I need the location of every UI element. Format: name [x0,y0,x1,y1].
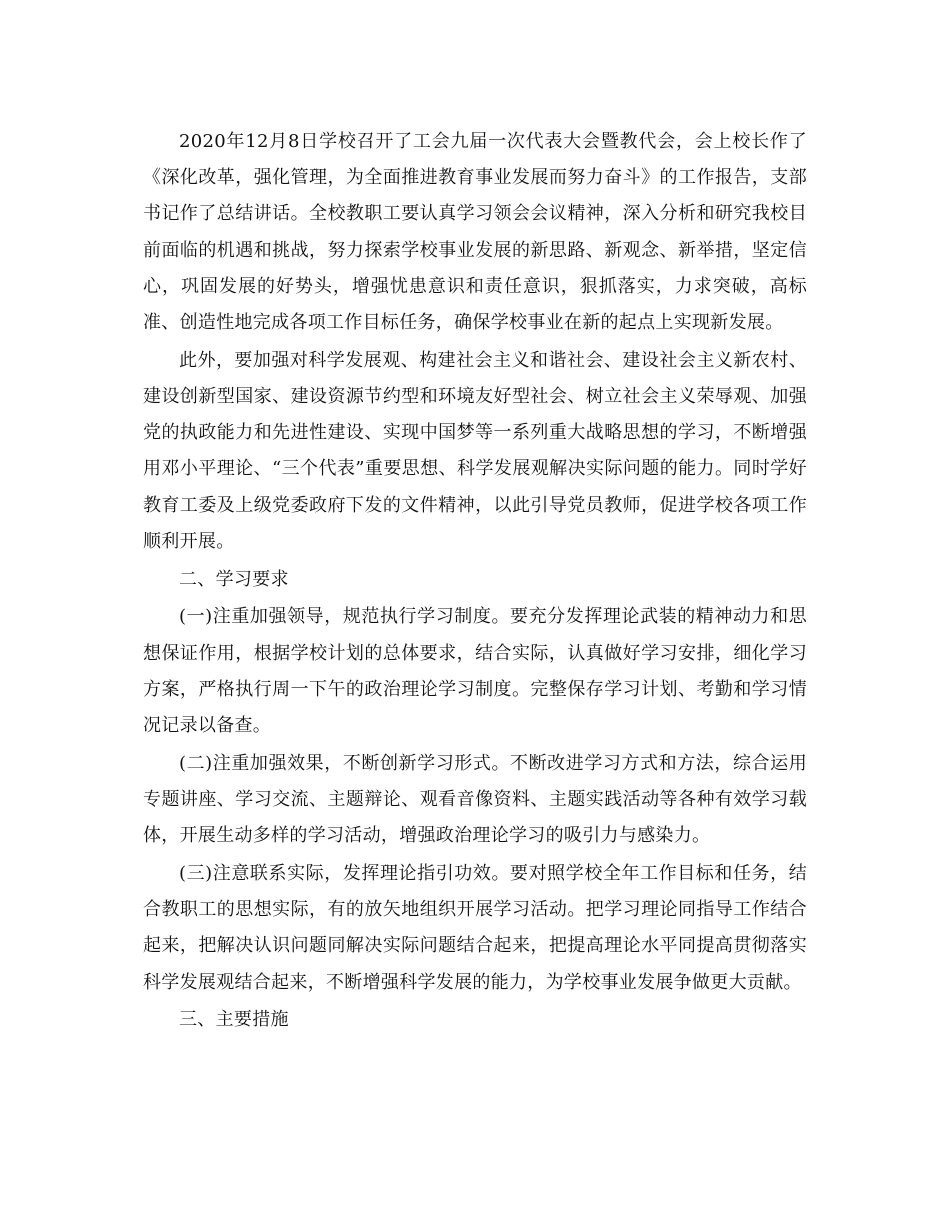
section-heading-study-requirements: 二、学习要求 [179,568,289,590]
section-heading-main-measures: 三、主要措施 [179,1009,289,1031]
document-body [143,124,807,1040]
paragraph-requirement-2: (二)注重加强效果，不断创新学习形式。不断改进学习方式和方法，综合运用专题讲座、学习交流、主题辩论、观看音像资料、主题实践活动等各种有效学习载体，开展生动多样的学习活动，增强政治理论学习的吸引力与感染力。 [143,752,807,847]
paragraph-meeting-summary: 2020年12月8日学校召开了工会九届一次代表大会暨教代会，会上校长作了《深化改革，强化管理，为全面推进教育事业发展而努力奋斗》的工作报告，支部书记作了总结讲话。全校教职工要认真学习领会会议精神，深入分析和研究我校目前面临的机遇和挑战，努力探索学校事业发展的新思路、新观念、新举措，坚定信心，巩固发展的好势头，增强忧患意识和责任意识，狠抓落实，力求突破，高标准、创造性地完成各项工作目标任务，确保学校事业在新的起点上实现新发展。 [143,131,807,334]
paragraph-requirement-1: (一)注重加强领导，规范执行学习制度。要充分发挥理论武装的精神动力和思想保证作用，根据学校计划的总体要求，结合实际，认真做好学习安排，细化学习方案，严格执行周一下午的政治理论学习制度。完整保存学习计划、考勤和学习情况记录以备查。 [143,606,807,737]
paragraph-study-content: 此外，要加强对科学发展观、构建社会主义和谐社会、建设社会主义新农村、建设创新型国家、建设资源节约型和环境友好型社会、树立社会主义荣辱观、加强党的执政能力和先进性建设、实现中国梦等一系列重大战略思想的学习，不断增强用邓小平理论、“三个代表”重要思想、科学发展观解决实际问题的能力。同时学好教育工委及上级党委政府下发的文件精神，以此引导党员教师，促进学校各项工作顺利开展。 [143,349,807,552]
paragraph-requirement-3: (三)注意联系实际，发挥理论指引功效。要对照学校全年工作目标和任务，结合教职工的思想实际，有的放矢地组织开展学习活动。把学习理论同指导工作结合起来，把解决认识问题同解决实际问题结合起来，把提高理论水平同提高贯彻落实科学发展观结合起来，不断增强科学发展的能力，为学校事业发展争做更大贡献。 [143,863,807,993]
